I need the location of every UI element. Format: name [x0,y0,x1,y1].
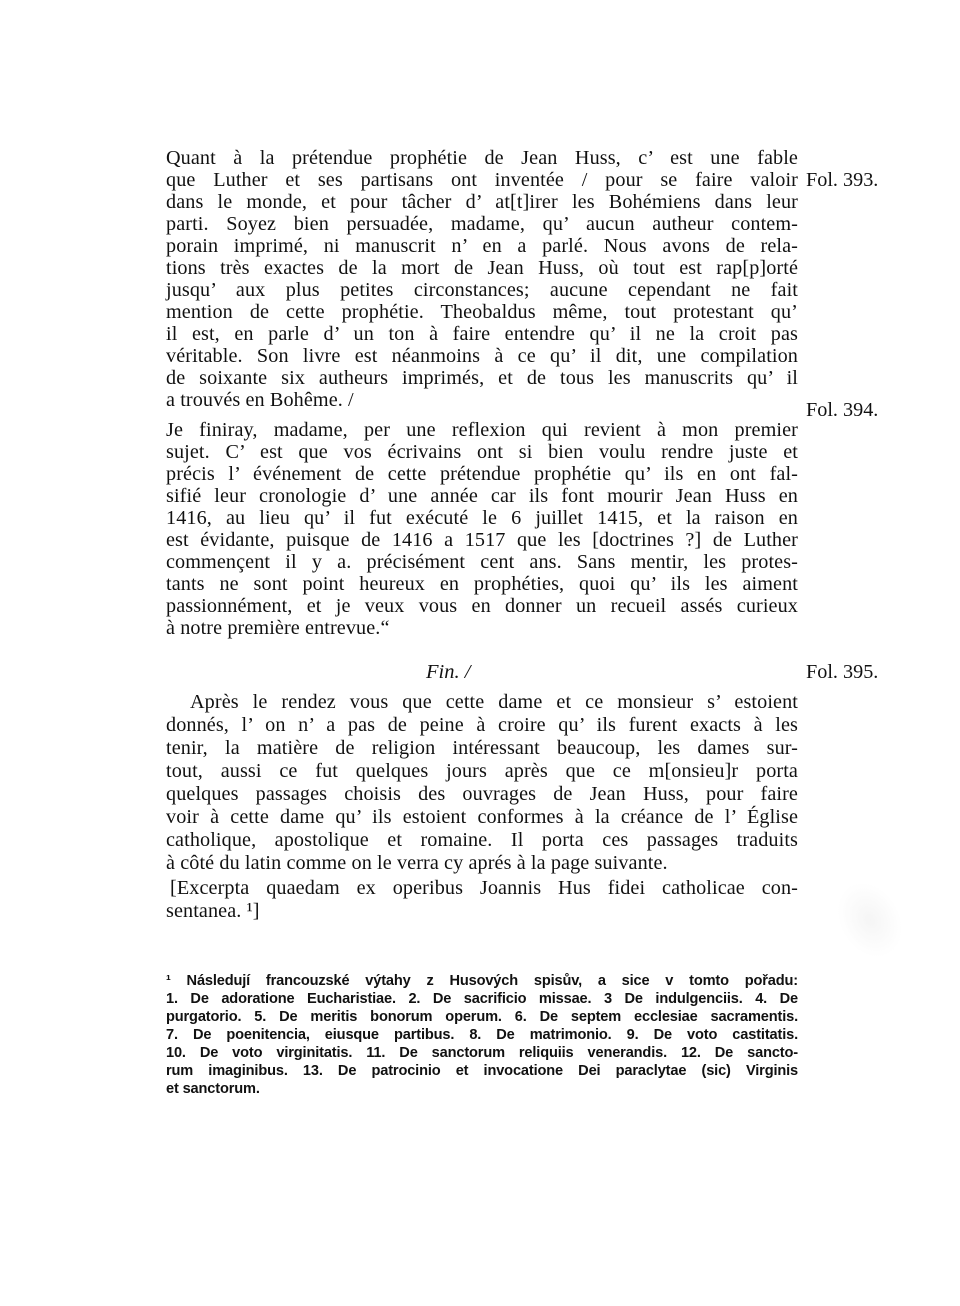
section-end-mark: Fin. / [426,661,471,683]
text-line: tions très exactes de la mort de Jean Huss, où tout est rap[p]orté [166,257,798,279]
text-line: quelques passages choisis des ouvrages de Jean Huss, pour faire [166,783,798,805]
footnote-line: 10. De voto virginitatis. 11. De sanctorum reliquiis venerandis. 12. De sancto- [166,1045,798,1061]
text-line: sentanea. ¹] [166,900,260,922]
margin-folio-note: Fol. 395. [806,661,879,683]
margin-folio-note: Fol. 394. [806,399,879,421]
text-line: de soixante six autheurs imprimés, et de tous les manuscrits qu’ il [166,367,798,389]
text-line: dans le monde, et pour tâcher d’ at[t]irer les Bohémiens dans leur [166,191,798,213]
text-line: Quant à la prétendue prophétie de Jean Huss, c’ est une fable [166,147,798,169]
text-line: a trouvés en Bohême. / [166,389,354,411]
text-line: [Excerpta quaedam ex operibus Joannis Hus fidei catholicae con- [170,877,798,899]
footnote-line: ¹ Následují francouzské výtahy z Husových spisův, a sice v tomto pořadu: [166,973,798,989]
text-line: précis l’ événement de cette prétendue prophétie qu’ ils en ont fal- [166,463,798,485]
footnote-line: 1. De adoratione Eucharistiae. 2. De sacrificio missae. 3 De indulgenciis. 4. De [166,991,798,1007]
text-line: sifié leur cronologie d’ une année car ils font mourir Jean Huss en [166,485,798,507]
text-line: commençent il y a. précisément cent ans. Sans mentir, les protes- [166,551,798,573]
footnote-line: purgatorio. 5. De meritis bonorum operum. 6. De septem ecclesiae sacramentis. [166,1009,798,1025]
text-line: porain imprimé, ni manuscrit n’ en a parlé. Nous avons de rela- [166,235,798,257]
text-line: que Luther et ses partisans ont inventée / pour se faire valoir [166,169,798,191]
margin-folio-note: Fol. 393. [806,169,879,191]
text-line: Après le rendez vous que cette dame et ce monsieur s’ estoient [190,691,798,713]
text-line: parti. Soyez bien persuadée, madame, qu’ aucun autheur contem- [166,213,798,235]
text-line: catholique, apostolique et romaine. Il porta ces passages traduits [166,829,798,851]
text-line: tout, aussi ce fut quelques jours après que ce m[onsieu]r porta [166,760,798,782]
footnote-line: et sanctorum. [166,1081,260,1097]
scan-smudge [824,870,916,969]
text-line: sujet. C’ est que vos écrivains ont si bien voulu rendre juste et [166,441,798,463]
text-line: donnés, l’ on n’ a pas de peine à croire qu’ ils furent exacts à les [166,714,798,736]
text-line: véritable. Son livre est néanmoins à ce qu’ il dit, une compilation [166,345,798,367]
text-line: tants ne sont point heureux en prophéties, quoi qu’ ils les aiment [166,573,798,595]
footnote-line: 7. De poenitencia, eiusque partibus. 8. De matrimonio. 9. De voto castitatis. [166,1027,798,1043]
text-line: à côté du latin comme on le verra cy aprés à la page suivante. [166,852,668,874]
text-line: 1416, au lieu qu’ il fut exécuté le 6 juillet 1415, et la raison en [166,507,798,529]
text-line: à notre première entrevue.“ [166,617,390,639]
text-line: est évidante, puisque de 1416 a 1517 que les [doctrines ?] de Luther [166,529,798,551]
text-line: tenir, la matière de religion intéressant beaucoup, les dames sur- [166,737,798,759]
footnote-line: rum imaginibus. 13. De patrocinio et invocatione Dei paraclytae (sic) Virginis [166,1063,798,1079]
text-line: jusqu’ aux plus petites circonstances; aucune cependant ne fait [166,279,798,301]
text-line: voir à cette dame qu’ ils estoient conformes à la créance de l’ Église [166,806,798,828]
text-line: il est, en parle d’ un ton à faire entendre qu’ il ne la croit pas [166,323,798,345]
text-line: mention de cette prophétie. Theobaldus même, tout protestant qu’ [166,301,798,323]
text-line: Je finiray, madame, per une reflexion qui revient à mon premier [166,419,798,441]
text-line: passionnément, et je veux vous en donner un recueil assés curieux [166,595,798,617]
